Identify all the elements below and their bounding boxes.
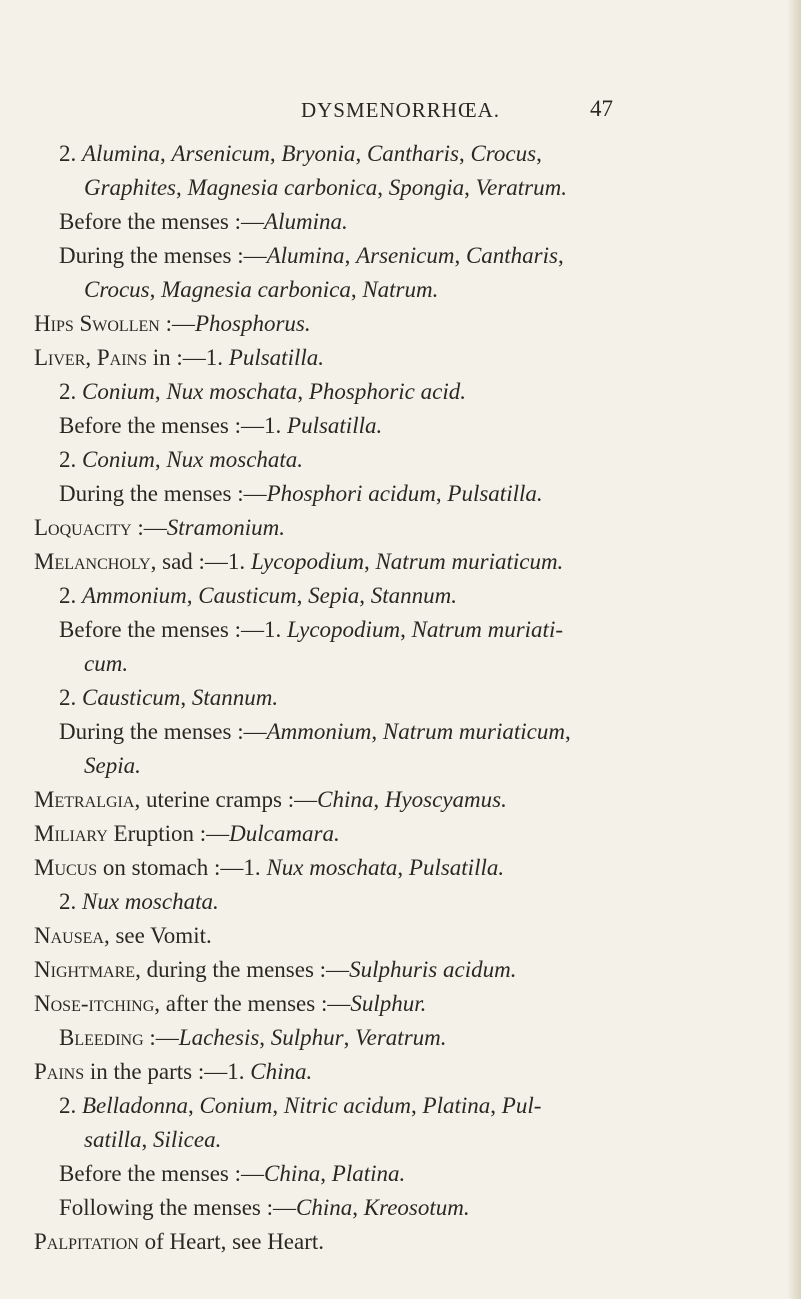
index-line: Before the menses :—Alumina. (59, 209, 348, 234)
index-line: Pains in the parts :—1. China. (34, 1059, 313, 1084)
index-line: 2. Belladonna, Conium, Nitric acidum, Platina, Pul- (59, 1093, 542, 1118)
index-line: Nightmare, during the menses :—Sulphuris acidum. (34, 957, 517, 982)
index-line: Palpitation of Heart, see Heart. (34, 1229, 325, 1254)
index-line: Before the menses :—1. Lycopodium, Natrum muriati- (59, 617, 563, 642)
index-line: Miliary Eruption :—Dulcamara. (34, 821, 340, 846)
index-line: Metralgia, uterine cramps :—China, Hyoscyamus. (34, 787, 507, 812)
index-line: Following the menses :—China, Kreosotum. (59, 1195, 470, 1220)
page-number: 47 (590, 96, 613, 121)
index-line: Graphites, Magnesia carbonica, Spongia, Veratrum. (84, 175, 567, 200)
index-line: During the menses :—Phosphori acidum, Pulsatilla. (59, 481, 543, 506)
index-line: 2. Ammonium, Causticum, Sepia, Stannum. (59, 583, 458, 608)
index-line: Loquacity :—Stramonium. (34, 515, 285, 540)
index-line: During the menses :—Ammonium, Natrum muriaticum, (59, 719, 571, 744)
index-line: Before the menses :—1. Pulsatilla. (59, 413, 383, 438)
index-line: Before the menses :—China, Platina. (59, 1161, 406, 1186)
running-head: DYSMENORRHŒA. (300, 98, 501, 122)
index-line: During the menses :—Alumina, Arsenicum, Cantharis, (59, 243, 564, 268)
index-line: satilla, Silicea. (84, 1127, 222, 1152)
index-line: Sepia. (84, 753, 141, 778)
index-line: 2. Nux moschata. (59, 889, 219, 914)
index-line: Nausea, see Vomit. (34, 923, 212, 948)
index-line: Liver, Pains in :—1. Pulsatilla. (34, 345, 324, 370)
index-line: Crocus, Magnesia carbonica, Natrum. (84, 277, 439, 302)
index-line: Melancholy, sad :—1. Lycopodium, Natrum muriaticum. (34, 549, 564, 574)
index-line: 2. Conium, Nux moschata. (59, 447, 304, 472)
index-line: 2. Conium, Nux moschata, Phosphoric acid. (59, 379, 466, 404)
index-line: Mucus on stomach :—1. Nux moschata, Pulsatilla. (34, 855, 505, 880)
index-line: Nose-itching, after the menses :—Sulphur. (34, 991, 427, 1016)
index-line: Bleeding :—Lachesis, Sulphur, Veratrum. (59, 1025, 447, 1050)
index-line: 2. Alumina, Arsenicum, Bryonia, Cantharis, Crocus, (59, 141, 542, 166)
index-line: cum. (84, 651, 129, 676)
page-edge-shadow (787, 0, 801, 1299)
index-line: 2. Causticum, Stannum. (59, 685, 279, 710)
page-header (0, 98, 801, 126)
index-line: Hips Swollen :—Phosphorus. (34, 311, 311, 336)
